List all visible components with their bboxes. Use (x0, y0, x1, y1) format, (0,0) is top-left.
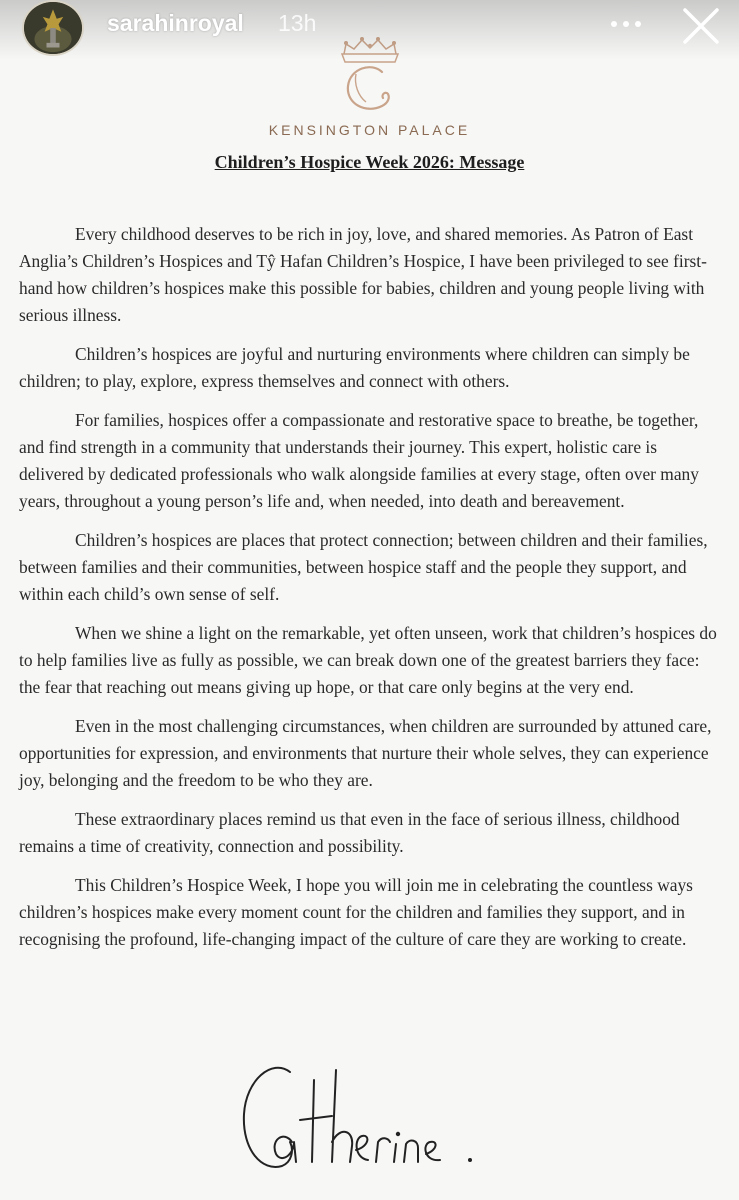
paragraph: This Children’s Hospice Week, I hope you will join me in celebrating the countless ways children’s hospices make every moment count for the children and families they support, and in recognising the profound, life-changing impact of the culture of care they are working to create. (19, 875, 693, 949)
story-header (0, 0, 739, 60)
more-horizontal-icon[interactable] (606, 12, 646, 36)
paragraph: These extraordinary places remind us that even in the face of serious illness, childhood remains a time of creativity, connection and possibility. (19, 809, 680, 856)
paragraph: When we shine a light on the remarkable, yet often unseen, work that children’s hospices do to help families live as fully as possible, we can break down one of the greatest barriers they face: the fear that reaching out means giving up hope, or that care only begins at the very end. (19, 623, 717, 697)
letter-title: Children’s Hospice Week 2026: Message (214, 152, 525, 172)
avatar[interactable] (22, 0, 84, 56)
palace-name: KENSINGTON PALACE (268, 122, 471, 138)
story-username[interactable]: sarahinroyal (107, 10, 244, 36)
letter-body (19, 221, 721, 965)
handwritten-signature (232, 1050, 492, 1180)
paragraph: For families, hospices offer a compassionate and restorative space to breathe, be together, and find strength in a community that understands their journey. This expert, holistic care is delivered by dedicated professionals who walk alongside families at every stage, often over many years, throughout a young person’s life and, when needed, into death and bereavement. (19, 410, 699, 511)
close-icon[interactable] (680, 5, 722, 47)
paragraph: Children’s hospices are places that protect connection; between children and their families, between families and their communities, between hospice staff and the people they support, and within each child’s own sense of self. (19, 530, 708, 604)
paragraph: Children’s hospices are joyful and nurturing environments where children can simply be children; to play, explore, express themselves and connect with others. (19, 344, 690, 391)
avatar-image (24, 2, 82, 54)
story-timestamp: 13h (278, 10, 317, 36)
paragraph: Every childhood deserves to be rich in joy, love, and shared memories. As Patron of East Anglia’s Children’s Hospices and Tŷ Hafan Children’s Hospice, I have been privileged to see first-hand how children’s hospices make this possible for babies, children and young people living with serious illness. (19, 224, 707, 325)
paragraph: Even in the most challenging circumstances, when children are surrounded by attuned care, opportunities for expression, and environments that nurture their whole selves, they can experience joy, belonging and the freedom to be who they are. (19, 716, 712, 790)
